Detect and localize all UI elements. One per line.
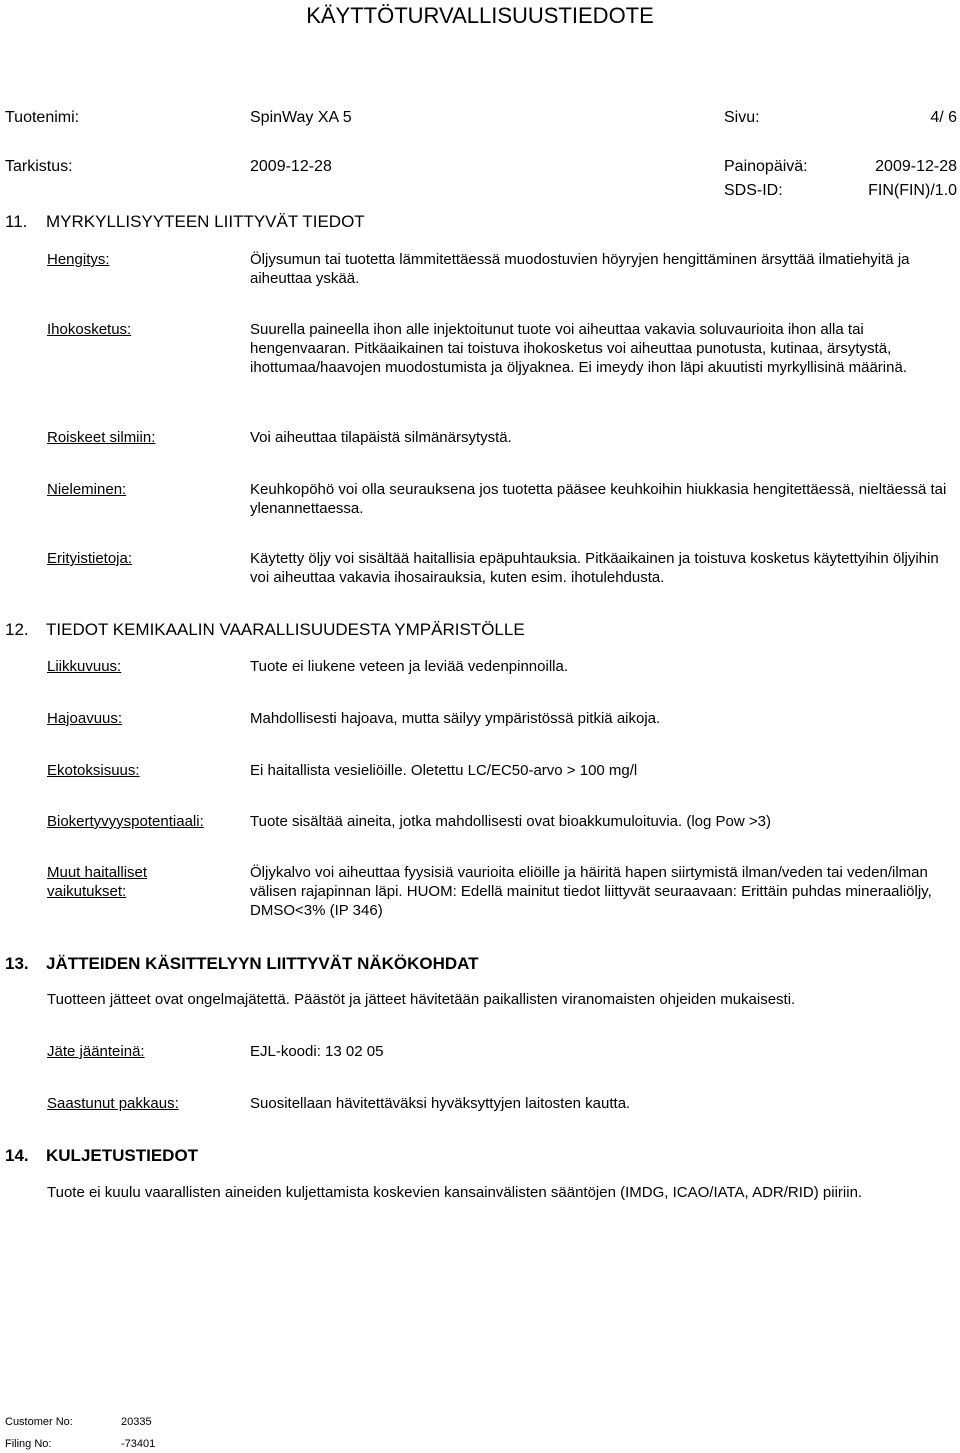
field-text: Ei haitallista vesieliöille. Oletettu LC/EC50-arvo > 100 mg/l xyxy=(250,762,638,779)
field-text: Suositellaan hävitettäväksi hyväksyttyjen laitosten kautta. xyxy=(250,1095,631,1112)
field-label: Jäte jäänteinä: xyxy=(47,1043,145,1060)
sds-id: FIN(FIN)/1.0 xyxy=(868,182,957,199)
field-label: Liikkuvuus: xyxy=(47,658,122,675)
section-14-number: 14. xyxy=(5,1146,29,1165)
revision-label: Tarkistus: xyxy=(5,158,73,175)
customer-no-label: Customer No: xyxy=(5,1416,73,1428)
field-text: Tuote ei liukene veteen ja leviää vedenpinnoilla. xyxy=(250,658,568,675)
section-13-title: JÄTTEIDEN KÄSITTELYYN LIITTYVÄT NÄKÖKOHDAT xyxy=(46,954,479,973)
field-text: Keuhkopöhö voi olla seurauksena jos tuotetta pääsee keuhkoihin hiukkasia hengitettäessä, nieltäessä tai ylenannettaessa. xyxy=(250,481,947,517)
revision-date: 2009-12-28 xyxy=(250,158,332,175)
field-label: Erityistietoja: xyxy=(47,550,133,567)
field-text: Öljykalvo voi aiheuttaa fyysisiä vaurioita eliöille ja häiritä hapen siirtymistä ilman/veden tai veden/ilman välisen rajapinnan läpi. HUOM: Edellä mainitut tiedot liittyvät seuraavaan: Erittäin puhdas mineraaliöljy, DMSO<3% (IP 346) xyxy=(250,864,932,919)
field-text: Mahdollisesti hajoava, mutta säilyy ympäristössä pitkiä aikoja. xyxy=(250,710,661,727)
section-14-title: KULJETUSTIEDOT xyxy=(46,1146,199,1165)
sds-id-label: SDS-ID: xyxy=(724,182,783,199)
page-label: Sivu: xyxy=(724,109,760,126)
customer-no: 20335 xyxy=(121,1416,152,1428)
field-label: Hengitys: xyxy=(47,251,110,268)
filing-no-label: Filing No: xyxy=(5,1438,52,1450)
field-label: Nieleminen: xyxy=(47,481,127,498)
field-text: EJL-koodi: 13 02 05 xyxy=(250,1043,384,1060)
field-label: Biokertyvyyspotentiaali: xyxy=(47,813,204,830)
page-number: 4/ 6 xyxy=(930,109,957,126)
print-date: 2009-12-28 xyxy=(875,158,957,175)
section-13-intro: Tuotteen jätteet ovat ongelmajätettä. Päästöt ja jätteet hävitetään paikallisten viranomaisten ohjeiden mukaisesti. xyxy=(47,991,796,1008)
field-text: Käytetty öljy voi sisältää haitallisia epäpuhtauksia. Pitkäaikainen ja toistuva kosketus käytettyihin öljyihin voi aiheuttaa vakavia ihosairauksia, kuten esim. ihotulehdusta. xyxy=(250,550,939,586)
print-date-label: Painopäivä: xyxy=(724,158,808,175)
section-11-title: MYRKYLLISYYTEEN LIITTYVÄT TIEDOT xyxy=(46,212,365,231)
section-14-text: Tuote ei kuulu vaarallisten aineiden kuljettamista koskevien kansainvälisten sääntöjen (IMDG, ICAO/IATA, ADR/RID) piiriin. xyxy=(47,1184,863,1201)
product-value: SpinWay XA 5 xyxy=(250,109,352,126)
field-text: Öljysumun tai tuotetta lämmitettäessä muodostuvien höyryjen hengittäminen ärsyttää ilmatiehyitä ja aiheuttaa yskää. xyxy=(250,251,910,287)
field-text: Suurella paineella ihon alle injektoitunut tuote voi aiheuttaa vakavia soluvaurioita ihon alla tai hengenvaaran. Pitkäaikainen tai toistuva ihokosketus voi aiheuttaa punotusta, kutinaa, ärsytystä, ihottumaa/haavojen muodostumista ja öljyaknea. Ei imeydy ihon läpi akuutisti myrkyllisinä määrinä. xyxy=(250,321,907,376)
document-title: KÄYTTÖTURVALLISUUSTIEDOTE xyxy=(306,3,654,28)
field-label: Roiskeet silmiin: xyxy=(47,429,156,446)
field-label: Hajoavuus: xyxy=(47,710,123,727)
field-label: Ekotoksisuus: xyxy=(47,762,140,779)
field-label: Muut haitalliset vaikutukset: xyxy=(47,864,148,900)
field-label: Saastunut pakkaus: xyxy=(47,1095,179,1112)
field-text: Voi aiheuttaa tilapäistä silmänärsytystä. xyxy=(250,429,512,446)
field-text: Tuote sisältää aineita, jotka mahdollisesti ovat bioakkumuloituvia. (log Pow >3) xyxy=(250,813,771,830)
product-label: Tuotenimi: xyxy=(5,109,80,126)
section-12-number: 12. xyxy=(5,620,29,639)
section-12-title: TIEDOT KEMIKAALIN VAARALLISUUDESTA YMPÄRISTÖLLE xyxy=(46,620,525,639)
filing-no: -73401 xyxy=(121,1438,156,1450)
section-13-number: 13. xyxy=(5,954,29,973)
section-11-number: 11. xyxy=(5,212,28,231)
field-label: Ihokosketus: xyxy=(47,321,132,338)
